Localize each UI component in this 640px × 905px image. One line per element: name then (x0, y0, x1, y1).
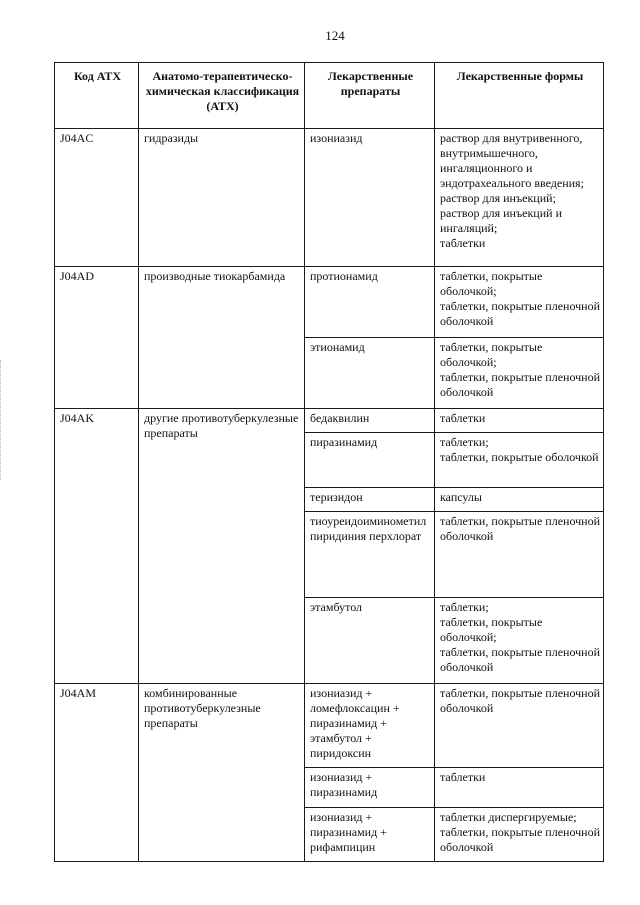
drug-name: протионамид (305, 267, 435, 338)
header-classification: Анатомо-терапевтическо-химическая классификация (АТХ) (139, 63, 305, 129)
header-drugs: Лекарственные препараты (305, 63, 435, 129)
drug-forms: таблетки, покрытые пленочной оболочкой (435, 512, 604, 598)
drug-name: изониазид + ломефлоксацин + пиразинамид + этамбутол + пиридоксин (305, 684, 435, 768)
drug-forms: таблетки; таблетки, покрытые оболочкой (435, 433, 604, 488)
atx-code: J04AD (55, 267, 139, 409)
table-row (55, 129, 604, 267)
drug-forms: раствор для внутривенного, внутримышечного, ингаляционного и эндотрахеального введения; раствор для инъекций; раствор для инъекций и ингаляций; таблетки (435, 129, 604, 267)
drug-name: бедаквилин (305, 409, 435, 433)
drug-name: изониазид (305, 129, 435, 267)
table-row (55, 684, 604, 768)
drug-forms: таблетки, покрытые оболочкой; таблетки, покрытые пленочной оболочкой (435, 338, 604, 409)
atx-classification: комбинированные противотуберкулезные препараты (139, 684, 305, 862)
atx-classification: гидразиды (139, 129, 305, 267)
drug-name: тиоуреидоиминометилпиридиния перхлорат (305, 512, 435, 598)
drug-forms: таблетки, покрытые пленочной оболочкой (435, 684, 604, 768)
drug-forms: таблетки; таблетки, покрытые оболочкой; таблетки, покрытые пленочной оболочкой (435, 598, 604, 684)
atx-code: J04AK (55, 409, 139, 684)
atx-code: J04AC (55, 129, 139, 267)
drug-name: изониазид + пиразинамид (305, 768, 435, 808)
drug-name: этамбутол (305, 598, 435, 684)
header-forms: Лекарственные формы (435, 63, 604, 129)
atx-table (54, 62, 604, 862)
drug-forms: капсулы (435, 488, 604, 512)
page-number: 124 (325, 28, 345, 43)
atx-classification: производные тиокарбамида (139, 267, 305, 409)
scan-edge-marks (0, 360, 4, 480)
table-row (55, 267, 604, 338)
drug-name: пиразинамид (305, 433, 435, 488)
table-row (55, 409, 604, 433)
drug-name: этионамид (305, 338, 435, 409)
header-row (55, 63, 604, 129)
header-code: Код АТХ (55, 63, 139, 129)
drug-name: изониазид + пиразинамид + рифампицин (305, 808, 435, 862)
atx-code: J04AM (55, 684, 139, 862)
drug-name: теризидон (305, 488, 435, 512)
drug-forms: таблетки (435, 409, 604, 433)
atx-classification: другие противотуберкулезные препараты (139, 409, 305, 684)
drug-forms: таблетки, покрытые оболочкой; таблетки, покрытые пленочной оболочкой (435, 267, 604, 338)
drug-forms: таблетки диспергируемые; таблетки, покрытые пленочной оболочкой (435, 808, 604, 862)
drug-forms: таблетки (435, 768, 604, 808)
